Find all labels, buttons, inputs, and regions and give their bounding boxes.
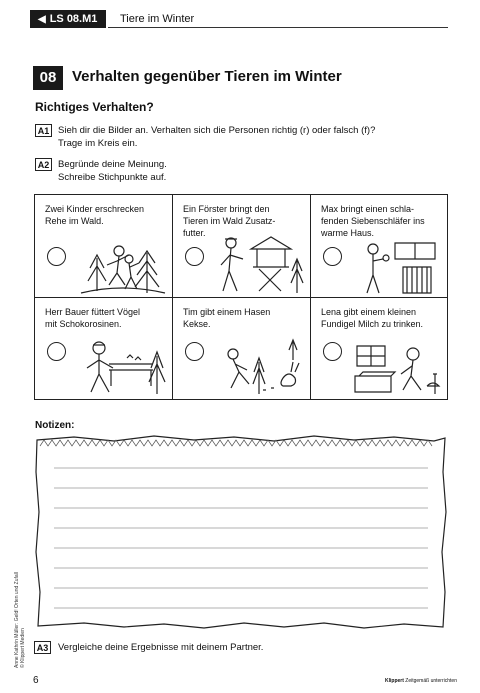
task-label-a1: A1 [35, 124, 52, 137]
scene-cell-4 [35, 298, 173, 399]
scene-cell-2 [173, 195, 311, 298]
scene-line: futter. [183, 228, 206, 238]
task-text-a3: Vergleiche deine Ergebnisse mit deinem Partner. [58, 642, 264, 653]
scene-line: Herr Bauer füttert Vögel [45, 307, 141, 317]
scene-cell-3 [311, 195, 447, 298]
task-label-a2: A2 [35, 158, 52, 171]
answer-circle[interactable] [323, 342, 342, 361]
credit-line: Anne Kathrin Müller: Geld! Orten und Zufall [14, 572, 20, 668]
scene-line: fenden Siebenschläfer ins [321, 216, 425, 226]
task-line: Begründe deine Meinung. [58, 159, 167, 170]
scene-grid [34, 194, 448, 400]
task-line: Trage im Kreis ein. [58, 138, 138, 149]
page-number: 6 [33, 675, 39, 686]
header-tab [30, 10, 106, 28]
scene-line: Kekse. [183, 319, 211, 329]
publisher-brand: Klippert [385, 678, 404, 684]
forester-feeder-illustration [213, 231, 305, 295]
publisher-mark [385, 678, 457, 684]
girl-hedgehog-illustration [351, 338, 443, 396]
scene-line: Tieren im Wald Zusatz- [183, 216, 276, 226]
scene-line: Fundigel Milch zu trinken. [321, 319, 424, 329]
scene-line: Ein Förster bringt den [183, 204, 270, 214]
scene-line: mit Schokorosinen. [45, 319, 122, 329]
task-line: Sieh dir die Bilder an. Verhalten sich die Personen richtig (r) oder falsch (f)? [58, 125, 376, 136]
man-bench-illustration [73, 338, 167, 396]
header-tab-label: LS 08.M1 [49, 13, 98, 25]
scene-line: Max bringt einen schla- [321, 204, 415, 214]
scene-text [45, 306, 166, 330]
scene-text [183, 306, 304, 330]
task-label-a3: A3 [34, 641, 51, 654]
scene-line: warme Haus. [321, 228, 375, 238]
side-credit [14, 572, 26, 668]
children-deer-illustration [77, 233, 167, 295]
page-title: Verhalten gegenüber Tieren im Winter [72, 68, 342, 85]
answer-circle[interactable] [185, 342, 204, 361]
publisher-tagline: Zeitgemäß unterrichten [405, 678, 457, 684]
scene-text [45, 203, 166, 227]
task-text-a1 [58, 124, 375, 150]
answer-circle[interactable] [47, 342, 66, 361]
task-line: Schreibe Stichpunkte auf. [58, 172, 167, 183]
boy-hare-illustration [213, 338, 305, 396]
scene-text [321, 203, 441, 239]
answer-circle[interactable] [47, 247, 66, 266]
notes-area[interactable] [34, 432, 448, 630]
arrow-icon: ◀ [38, 14, 46, 25]
notes-title: Notizen: [35, 420, 75, 431]
scene-text [321, 306, 441, 330]
scene-cell-1 [35, 195, 173, 298]
credit-line: © Klippert Medien [20, 628, 26, 668]
header-title: Tiere im Winter [108, 10, 448, 28]
answer-circle[interactable] [185, 247, 204, 266]
section-subheading: Richtiges Verhalten? [35, 100, 154, 114]
header-bar [0, 0, 480, 32]
scene-cell-6 [311, 298, 447, 399]
scene-cell-5 [173, 298, 311, 399]
task-text-a2 [58, 158, 167, 184]
scene-line: Zwei Kinder erschrecken [45, 204, 145, 214]
boy-dormouse-illustration [351, 237, 441, 295]
lesson-number-badge: 08 [33, 66, 63, 90]
scene-line: Tim gibt einem Hasen [183, 307, 271, 317]
scene-line: Lena gibt einem kleinen [321, 307, 417, 317]
scene-line: Rehe im Wald. [45, 216, 104, 226]
answer-circle[interactable] [323, 247, 342, 266]
